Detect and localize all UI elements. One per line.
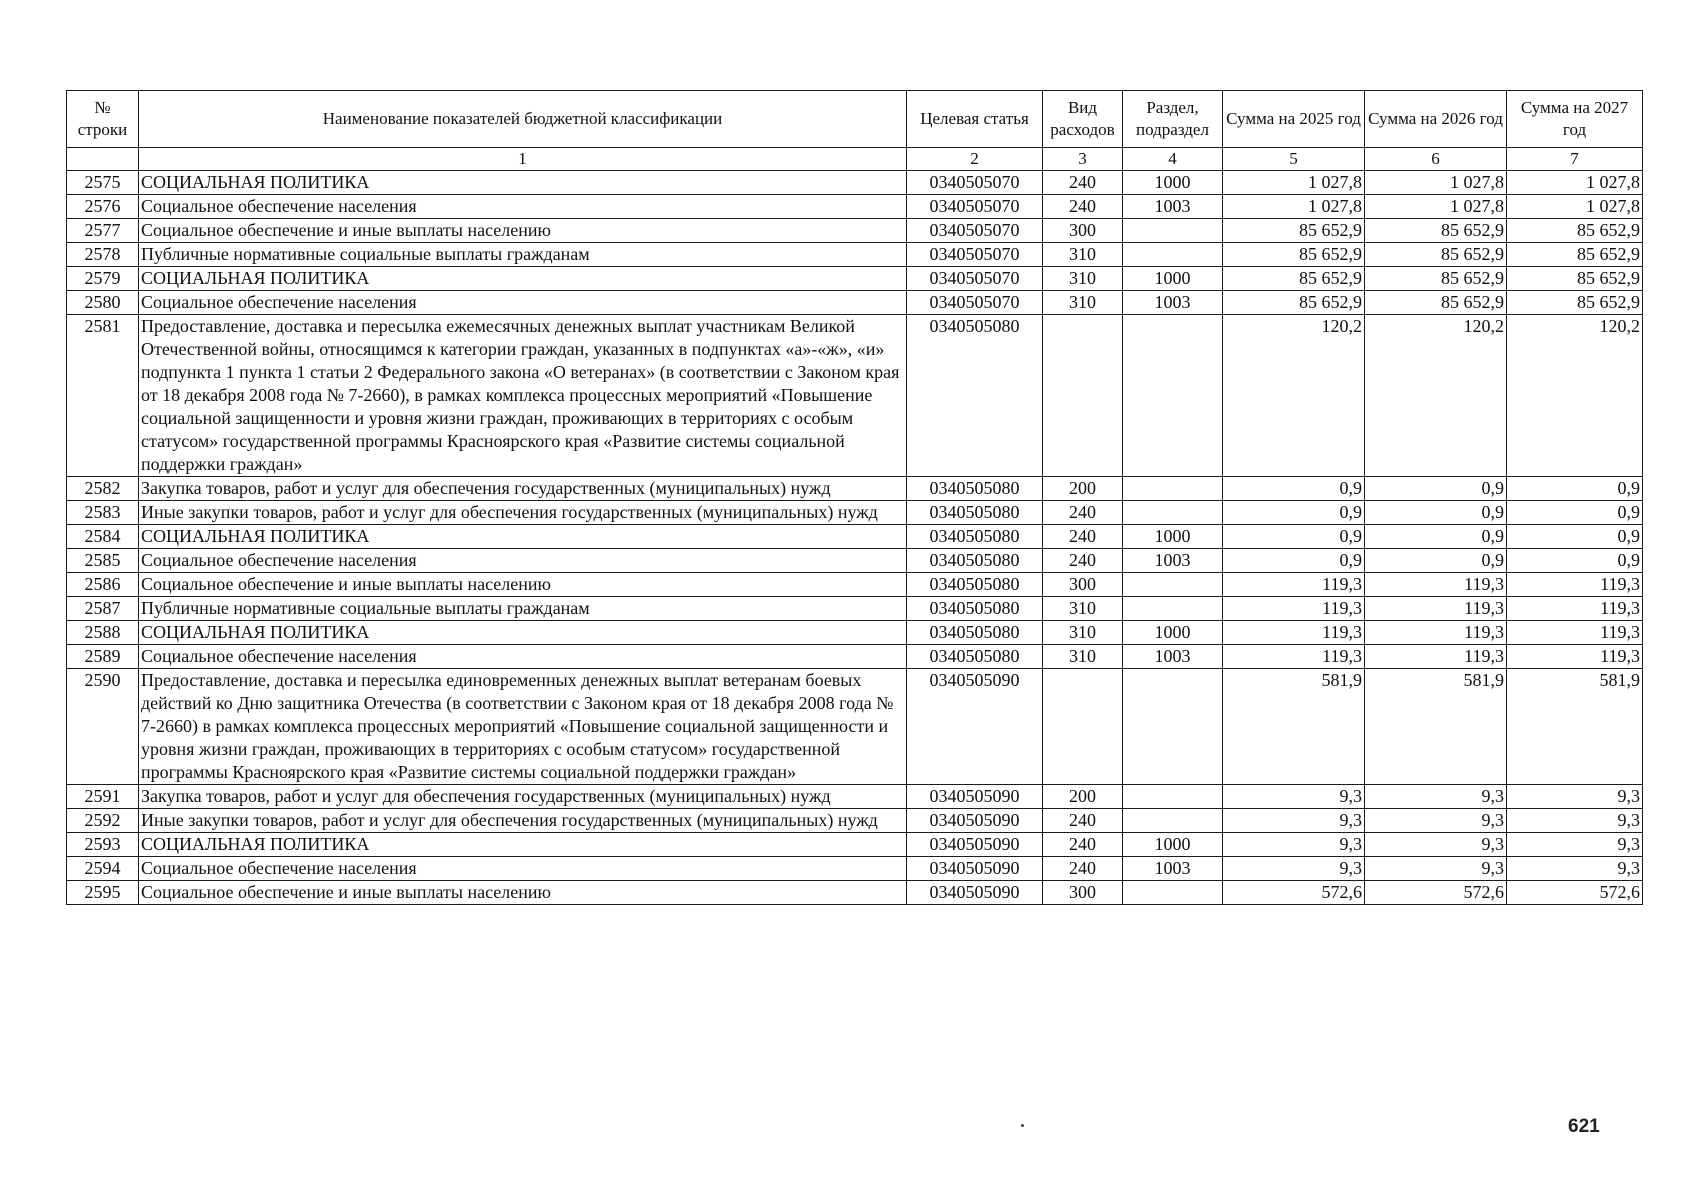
expense-kind: 310 (1043, 243, 1123, 267)
amount-2027: 0,9 (1507, 549, 1643, 573)
amount-2025: 119,3 (1223, 573, 1365, 597)
amount-2027: 85 652,9 (1507, 243, 1643, 267)
amount-2025: 85 652,9 (1223, 219, 1365, 243)
amount-2025: 85 652,9 (1223, 267, 1365, 291)
expense-kind (1043, 669, 1123, 785)
row-number: 2582 (67, 477, 139, 501)
row-name: Социальное обеспечение населения (139, 645, 907, 669)
target-code: 0340505080 (907, 549, 1043, 573)
amount-2025: 119,3 (1223, 597, 1365, 621)
target-code: 0340505080 (907, 645, 1043, 669)
amount-2025: 9,3 (1223, 809, 1365, 833)
expense-kind: 310 (1043, 621, 1123, 645)
header-sum-2026: Сумма на 2026 год (1365, 91, 1507, 148)
amount-2026: 572,6 (1365, 881, 1507, 905)
header-row (67, 91, 1643, 148)
amount-2027: 85 652,9 (1507, 291, 1643, 315)
amount-2025: 0,9 (1223, 525, 1365, 549)
amount-2027: 119,3 (1507, 597, 1643, 621)
amount-2027: 9,3 (1507, 809, 1643, 833)
target-code: 0340505090 (907, 881, 1043, 905)
section-code: 1003 (1123, 857, 1223, 881)
target-code: 0340505080 (907, 597, 1043, 621)
section-code: 1000 (1123, 833, 1223, 857)
row-name: Социальное обеспечение и иные выплаты населению (139, 219, 907, 243)
column-number: 2 (907, 148, 1043, 171)
target-code: 0340505080 (907, 477, 1043, 501)
row-number: 2578 (67, 243, 139, 267)
row-name: Предоставление, доставка и пересылка единовременных денежных выплат ветеранам боевых действий ко Дню защитника Отечества (в соответствии с Законом края от 18 декабря 2008 года № 7-2660) в рамках комплекса процессных мероприятий «Повышение социальной защищенности и уровня жизни граждан, проживающих в территориях с особым статусом» государственной программы Красноярского края «Развитие системы социальной поддержки граждан» (139, 669, 907, 785)
row-name: Социальное обеспечение и иные выплаты населению (139, 573, 907, 597)
column-number: 6 (1365, 148, 1507, 171)
target-code: 0340505080 (907, 573, 1043, 597)
row-name: Иные закупки товаров, работ и услуг для обеспечения государственных (муниципальных) нужд (139, 501, 907, 525)
row-number: 2588 (67, 621, 139, 645)
section-code: 1000 (1123, 621, 1223, 645)
section-code: 1003 (1123, 645, 1223, 669)
row-name: Публичные нормативные социальные выплаты гражданам (139, 243, 907, 267)
expense-kind: 240 (1043, 833, 1123, 857)
row-name: Предоставление, доставка и пересылка ежемесячных денежных выплат участникам Великой Отечественной войны, относящимся к категории граждан, указанных в подпунктах «а»-«ж», «и» подпункта 1 пункта 1 статьи 2 Федерального закона «О ветеранах» (в соответствии с Законом края от 18 декабря 2008 года № 7-2660), в рамках комплекса процессных мероприятий «Повышение социальной защищенности и уровня жизни граждан, проживающих в территориях с особым статусом» государственной программы Красноярского края «Развитие системы социальной поддержки граждан» (139, 315, 907, 477)
header-section: Раздел, подраздел (1123, 91, 1223, 148)
target-code: 0340505080 (907, 315, 1043, 477)
amount-2027: 581,9 (1507, 669, 1643, 785)
amount-2027: 0,9 (1507, 477, 1643, 501)
row-number: 2589 (67, 645, 139, 669)
row-number: 2580 (67, 291, 139, 315)
amount-2025: 120,2 (1223, 315, 1365, 477)
amount-2026: 581,9 (1365, 669, 1507, 785)
amount-2025: 85 652,9 (1223, 291, 1365, 315)
amount-2025: 9,3 (1223, 785, 1365, 809)
target-code: 0340505090 (907, 857, 1043, 881)
row-name: Социальное обеспечение и иные выплаты населению (139, 881, 907, 905)
amount-2025: 85 652,9 (1223, 243, 1365, 267)
table-row (67, 833, 1643, 857)
amount-2026: 0,9 (1365, 501, 1507, 525)
amount-2025: 0,9 (1223, 549, 1365, 573)
row-number: 2579 (67, 267, 139, 291)
table-row (67, 525, 1643, 549)
column-number: 3 (1043, 148, 1123, 171)
section-code (1123, 785, 1223, 809)
expense-kind: 240 (1043, 525, 1123, 549)
amount-2027: 1 027,8 (1507, 171, 1643, 195)
row-number: 2585 (67, 549, 139, 573)
amount-2027: 0,9 (1507, 501, 1643, 525)
amount-2025: 0,9 (1223, 501, 1365, 525)
table-row (67, 195, 1643, 219)
amount-2027: 120,2 (1507, 315, 1643, 477)
row-number: 2584 (67, 525, 139, 549)
expense-kind: 200 (1043, 477, 1123, 501)
expense-kind: 200 (1043, 785, 1123, 809)
expense-kind: 240 (1043, 809, 1123, 833)
page-number: 621 (1568, 1116, 1600, 1137)
scan-dot (1021, 1124, 1024, 1127)
section-code (1123, 669, 1223, 785)
expense-kind: 310 (1043, 597, 1123, 621)
row-name: Социальное обеспечение населения (139, 195, 907, 219)
budget-table (66, 90, 1643, 905)
expense-kind: 300 (1043, 881, 1123, 905)
table-row (67, 267, 1643, 291)
expense-kind: 310 (1043, 291, 1123, 315)
section-code: 1000 (1123, 525, 1223, 549)
amount-2025: 9,3 (1223, 833, 1365, 857)
column-numbers-row (67, 148, 1643, 171)
amount-2027: 9,3 (1507, 857, 1643, 881)
row-name: СОЦИАЛЬНАЯ ПОЛИТИКА (139, 267, 907, 291)
row-number: 2592 (67, 809, 139, 833)
target-code: 0340505080 (907, 525, 1043, 549)
row-name: Публичные нормативные социальные выплаты гражданам (139, 597, 907, 621)
header-name: Наименование показателей бюджетной классификации (139, 91, 907, 148)
row-number: 2591 (67, 785, 139, 809)
table-row (67, 477, 1643, 501)
row-number: 2590 (67, 669, 139, 785)
amount-2025: 572,6 (1223, 881, 1365, 905)
row-name: Закупка товаров, работ и услуг для обеспечения государственных (муниципальных) нужд (139, 477, 907, 501)
amount-2026: 120,2 (1365, 315, 1507, 477)
row-name: СОЦИАЛЬНАЯ ПОЛИТИКА (139, 171, 907, 195)
amount-2026: 85 652,9 (1365, 243, 1507, 267)
amount-2027: 85 652,9 (1507, 267, 1643, 291)
header-row-no: № строки (67, 91, 139, 148)
expense-kind: 310 (1043, 267, 1123, 291)
section-code (1123, 477, 1223, 501)
column-number: 5 (1223, 148, 1365, 171)
section-code (1123, 219, 1223, 243)
amount-2025: 119,3 (1223, 645, 1365, 669)
table-body (67, 171, 1643, 905)
target-code: 0340505070 (907, 243, 1043, 267)
expense-kind (1043, 315, 1123, 477)
amount-2026: 9,3 (1365, 809, 1507, 833)
target-code: 0340505080 (907, 621, 1043, 645)
amount-2026: 0,9 (1365, 549, 1507, 573)
amount-2027: 119,3 (1507, 573, 1643, 597)
amount-2026: 85 652,9 (1365, 219, 1507, 243)
row-number: 2577 (67, 219, 139, 243)
amount-2026: 0,9 (1365, 477, 1507, 501)
amount-2027: 572,6 (1507, 881, 1643, 905)
section-code (1123, 315, 1223, 477)
section-code (1123, 573, 1223, 597)
row-number: 2595 (67, 881, 139, 905)
row-name: СОЦИАЛЬНАЯ ПОЛИТИКА (139, 525, 907, 549)
column-number: 7 (1507, 148, 1643, 171)
table-row (67, 809, 1643, 833)
table-row (67, 501, 1643, 525)
amount-2027: 85 652,9 (1507, 219, 1643, 243)
amount-2026: 85 652,9 (1365, 267, 1507, 291)
row-name: Закупка товаров, работ и услуг для обеспечения государственных (муниципальных) нужд (139, 785, 907, 809)
expense-kind: 240 (1043, 501, 1123, 525)
header-sum-2025: Сумма на 2025 год (1223, 91, 1365, 148)
table-row (67, 315, 1643, 477)
table-row (67, 219, 1643, 243)
amount-2025: 0,9 (1223, 477, 1365, 501)
amount-2026: 0,9 (1365, 525, 1507, 549)
target-code: 0340505070 (907, 267, 1043, 291)
amount-2025: 1 027,8 (1223, 195, 1365, 219)
amount-2027: 9,3 (1507, 833, 1643, 857)
amount-2026: 119,3 (1365, 621, 1507, 645)
row-name: Социальное обеспечение населения (139, 291, 907, 315)
section-code (1123, 501, 1223, 525)
row-number: 2587 (67, 597, 139, 621)
amount-2025: 581,9 (1223, 669, 1365, 785)
expense-kind: 240 (1043, 171, 1123, 195)
section-code: 1000 (1123, 267, 1223, 291)
row-number: 2586 (67, 573, 139, 597)
row-number: 2594 (67, 857, 139, 881)
table-row (67, 857, 1643, 881)
expense-kind: 240 (1043, 195, 1123, 219)
table-row (67, 597, 1643, 621)
amount-2027: 9,3 (1507, 785, 1643, 809)
section-code (1123, 597, 1223, 621)
table-row (67, 669, 1643, 785)
amount-2027: 0,9 (1507, 525, 1643, 549)
row-number: 2575 (67, 171, 139, 195)
row-number: 2581 (67, 315, 139, 477)
row-name: СОЦИАЛЬНАЯ ПОЛИТИКА (139, 621, 907, 645)
amount-2025: 119,3 (1223, 621, 1365, 645)
section-code: 1003 (1123, 549, 1223, 573)
target-code: 0340505070 (907, 171, 1043, 195)
amount-2026: 9,3 (1365, 833, 1507, 857)
target-code: 0340505070 (907, 219, 1043, 243)
target-code: 0340505090 (907, 833, 1043, 857)
row-number: 2593 (67, 833, 139, 857)
section-code (1123, 881, 1223, 905)
expense-kind: 300 (1043, 219, 1123, 243)
table-row (67, 171, 1643, 195)
amount-2026: 1 027,8 (1365, 195, 1507, 219)
amount-2027: 1 027,8 (1507, 195, 1643, 219)
table-row (67, 291, 1643, 315)
row-name: Социальное обеспечение населения (139, 549, 907, 573)
amount-2025: 9,3 (1223, 857, 1365, 881)
amount-2027: 119,3 (1507, 621, 1643, 645)
row-number: 2583 (67, 501, 139, 525)
amount-2026: 119,3 (1365, 573, 1507, 597)
table-row (67, 881, 1643, 905)
table-row (67, 573, 1643, 597)
section-code (1123, 243, 1223, 267)
header-target: Целевая статья (907, 91, 1043, 148)
expense-kind: 300 (1043, 573, 1123, 597)
amount-2026: 9,3 (1365, 857, 1507, 881)
expense-kind: 240 (1043, 857, 1123, 881)
target-code: 0340505090 (907, 785, 1043, 809)
amount-2025: 1 027,8 (1223, 171, 1365, 195)
row-number: 2576 (67, 195, 139, 219)
table-row (67, 645, 1643, 669)
expense-kind: 310 (1043, 645, 1123, 669)
table-row (67, 243, 1643, 267)
column-number: 1 (139, 148, 907, 171)
column-number: 4 (1123, 148, 1223, 171)
row-name: Иные закупки товаров, работ и услуг для обеспечения государственных (муниципальных) нужд (139, 809, 907, 833)
row-name: Социальное обеспечение населения (139, 857, 907, 881)
target-code: 0340505070 (907, 195, 1043, 219)
header-sum-2027: Сумма на 2027 год (1507, 91, 1643, 148)
target-code: 0340505070 (907, 291, 1043, 315)
column-number (67, 148, 139, 171)
table-row (67, 549, 1643, 573)
section-code: 1003 (1123, 291, 1223, 315)
row-name: СОЦИАЛЬНАЯ ПОЛИТИКА (139, 833, 907, 857)
amount-2026: 85 652,9 (1365, 291, 1507, 315)
amount-2027: 119,3 (1507, 645, 1643, 669)
header-kind: Вид расходов (1043, 91, 1123, 148)
expense-kind: 240 (1043, 549, 1123, 573)
amount-2026: 9,3 (1365, 785, 1507, 809)
section-code: 1000 (1123, 171, 1223, 195)
target-code: 0340505080 (907, 501, 1043, 525)
section-code: 1003 (1123, 195, 1223, 219)
section-code (1123, 809, 1223, 833)
amount-2026: 119,3 (1365, 645, 1507, 669)
target-code: 0340505090 (907, 809, 1043, 833)
amount-2026: 119,3 (1365, 597, 1507, 621)
amount-2026: 1 027,8 (1365, 171, 1507, 195)
table-row (67, 621, 1643, 645)
table-row (67, 785, 1643, 809)
target-code: 0340505090 (907, 669, 1043, 785)
